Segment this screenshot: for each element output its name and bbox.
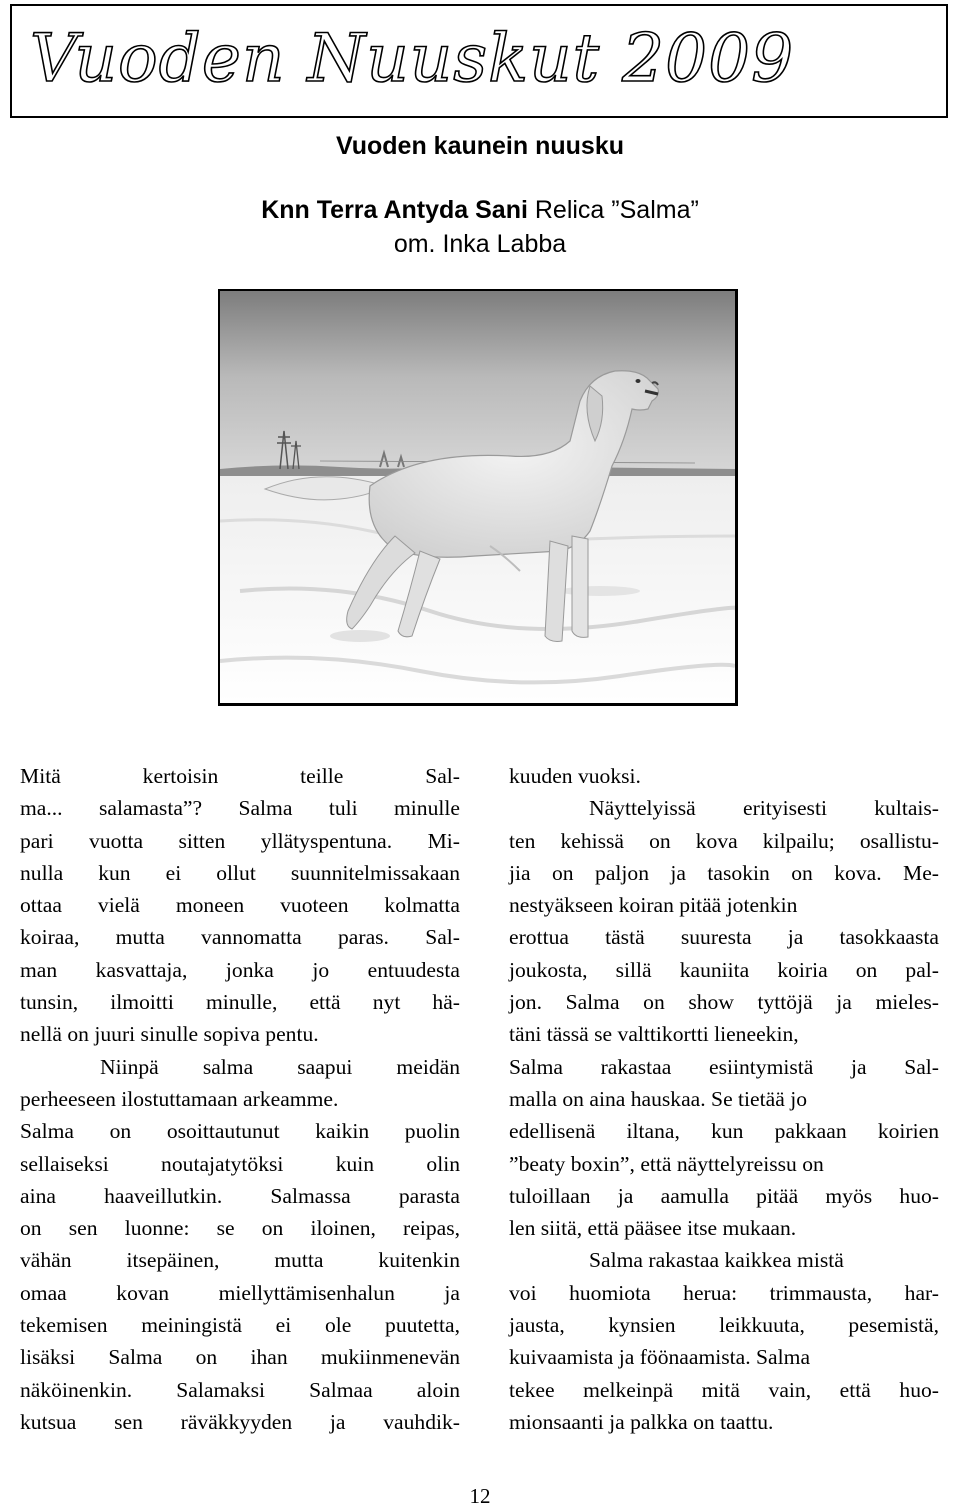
text-line: kutsua sen räväkkyyden ja vauhdik-	[20, 1409, 460, 1434]
text-line: Näyttelyissä erityisesti kultais-	[589, 796, 939, 821]
article-right-column	[509, 760, 939, 1438]
text-line: ma... salamasta”? Salma tuli minulle	[20, 796, 460, 821]
text-line: erottua tästä suuresta ja tasokkaasta	[509, 925, 939, 950]
text-line: nulla kun ei ollut suunnitelmissakaan	[20, 860, 460, 885]
text-line: koiraa, mutta vannomatta paras. Sal-	[20, 925, 460, 950]
text-line: kuuden vuoksi.	[509, 764, 641, 788]
page-title: Vuoden Nuuskut 2009	[30, 20, 795, 97]
dog-name	[0, 196, 960, 225]
text-line: tekee melkeinpä mitä vain, että huo-	[509, 1377, 939, 1402]
text-line: ”beaty boxin”, että näyttelyreissu on	[509, 1151, 824, 1176]
dog-owner: om. Inka Labba	[393, 230, 567, 258]
text-line: näköinenkin. Salamaksi Salmaa aloin	[20, 1377, 460, 1402]
dog-in-snow-photo-icon	[220, 291, 735, 703]
text-line: Salma rakastaa esiintymistä ja Sal-	[509, 1054, 939, 1079]
text-line: sellaiseksi noutajatytöksi kuin olin	[20, 1151, 460, 1176]
text-line: tekemisen meiningistä ei ole puutetta,	[20, 1313, 460, 1338]
text-line: Mitä kertoisin teille Sal-	[20, 764, 460, 788]
text-line: len siitä, että pääsee itse mukaan.	[509, 1216, 797, 1241]
dog-name-rest: Relica ”Salma”	[527, 196, 699, 224]
text-line: täni tässä se valttikortti lieneekin,	[509, 1022, 799, 1047]
text-line: omaa kovan miellyttämisenhalun ja	[20, 1280, 460, 1305]
text-line: Niinpä salma saapui meidän	[100, 1054, 460, 1079]
text-line: joukosta, sillä kauniita koiria on pal-	[509, 957, 939, 982]
text-line: nestyäkseen koiran pitää jotenkin	[509, 893, 798, 918]
page-number: 12	[469, 1484, 491, 1508]
dog-name-bold: Knn Terra Antyda Sani	[261, 196, 528, 224]
text-line: on sen luonne: se on iloinen, reipas,	[20, 1216, 460, 1241]
text-line: jon. Salma on show tyttöjä ja mieles-	[509, 990, 939, 1015]
text-line: edellisenä iltana, kun pakkaan koirien	[509, 1119, 939, 1144]
text-line: tuloillaan ja aamulla pitää myös huo-	[509, 1183, 939, 1208]
text-line: Salma on osoittautunut kaikin puolin	[20, 1119, 460, 1144]
text-line: man kasvattaja, jonka jo entuudesta	[20, 957, 460, 982]
title-box	[10, 4, 948, 118]
text-line: jia on paljon ja tasokin on kova. Me-	[509, 860, 939, 885]
text-line: kuivaamista ja föönaamista. Salma	[509, 1345, 811, 1370]
text-line: aina haaveillutkin. Salmassa parasta	[20, 1183, 460, 1208]
text-line: pari vuotta sitten yllätyspentuna. Mi-	[20, 828, 460, 853]
dog-photo	[218, 289, 738, 706]
text-line: Salma rakastaa kaikkea mistä	[589, 1248, 844, 1273]
text-line: voi huomiota herua: trimmausta, har-	[509, 1280, 939, 1305]
text-line: tunsin, ilmoitti minulle, että nyt hä-	[20, 990, 460, 1015]
text-line: malla on aina hauskaa. Se tietää jo	[509, 1086, 808, 1111]
text-line: ottaa vielä moneen vuoteen kolmatta	[20, 893, 460, 918]
text-line: nellä on juuri sinulle sopiva pentu.	[20, 1022, 319, 1047]
text-line: vähän itsepäinen, mutta kuitenkin	[20, 1248, 460, 1273]
text-line: lisäksi Salma on ihan mukiinmenevän	[20, 1345, 460, 1370]
text-line: jausta, kynsien leikkuuta, pesemistä,	[509, 1313, 939, 1338]
article-left-column	[20, 760, 460, 1438]
text-line: perheeseen ilostuttamaan arkeamme.	[20, 1086, 339, 1111]
text-line: ten kehissä on kova kilpailu; osallistu-	[509, 828, 939, 853]
text-line: mionsaanti ja palkka on taattu.	[509, 1409, 774, 1434]
award-heading: Vuoden kaunein nuusku	[336, 132, 624, 160]
